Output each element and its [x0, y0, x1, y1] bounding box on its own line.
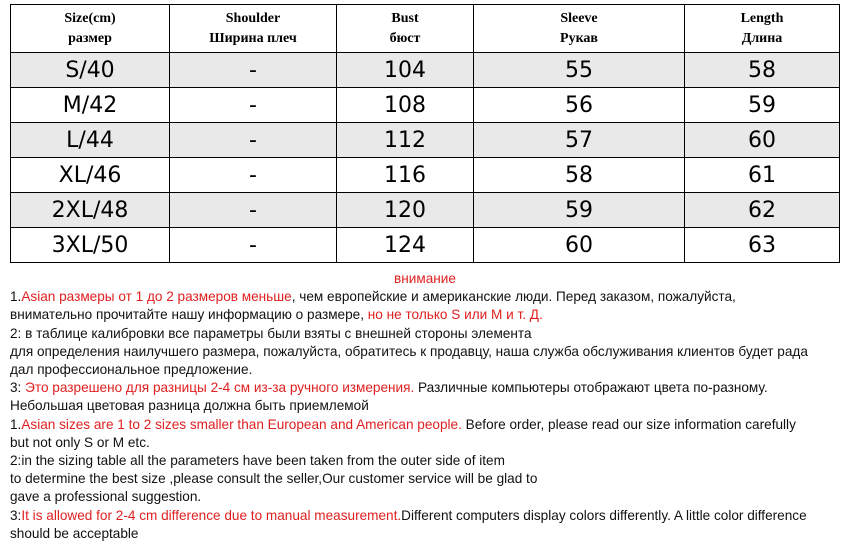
header-sleeve-ru: Рукав	[560, 30, 598, 46]
table-cell: -	[170, 88, 337, 123]
table-cell: 57	[474, 123, 685, 158]
table-cell: 116	[337, 158, 474, 193]
table-cell: 120	[337, 193, 474, 228]
header-sleeve	[474, 5, 685, 53]
table-cell: 55	[474, 53, 685, 88]
note-prefix: 1.	[10, 416, 22, 432]
table-cell: 59	[474, 193, 685, 228]
table-cell: -	[170, 123, 337, 158]
note-ru-3b: Небольшая цветовая разница должна быть приемлемой	[10, 398, 369, 414]
table-cell: 2XL/48	[11, 193, 170, 228]
notes-title: внимание	[394, 271, 456, 286]
note-highlight: Asian sizes are 1 to 2 sizes smaller than European and American people.	[21, 416, 462, 432]
table-cell: 56	[474, 88, 685, 123]
note-prefix: 3:	[10, 380, 26, 396]
header-size-ru: размер	[68, 30, 112, 46]
header-sleeve-en: Sleeve	[560, 10, 598, 26]
table-row	[11, 123, 840, 158]
note-en-2a: 2:in the sizing table all the parameters have been taken from the outer side of item	[10, 453, 505, 469]
table-cell: -	[170, 228, 337, 263]
header-length-en: Length	[740, 10, 784, 26]
table-cell: 124	[337, 228, 474, 263]
table-cell: 60	[685, 123, 840, 158]
table-cell: S/40	[11, 53, 170, 88]
table-cell: 63	[685, 228, 840, 263]
note-highlight: но не только S или M и т. Д.	[367, 307, 543, 323]
table-cell: 3XL/50	[11, 228, 170, 263]
header-bust	[337, 5, 474, 53]
table-row	[11, 193, 840, 228]
table-cell: 108	[337, 88, 474, 123]
table-cell: -	[170, 193, 337, 228]
note-ru-1b	[10, 306, 850, 324]
note-prefix: 1.	[10, 289, 22, 305]
note-en-3b: should be acceptable	[10, 525, 139, 541]
header-shoulder-en: Shoulder	[225, 10, 281, 26]
note-ru-3	[10, 379, 850, 397]
size-table	[10, 4, 840, 263]
note-text: Различные компьютеры отображают цвета по-разному.	[414, 380, 768, 396]
note-highlight: It is allowed for 2-4 cm difference due to manual measurement.	[21, 507, 402, 523]
note-en-1	[10, 416, 850, 434]
header-length	[685, 5, 840, 53]
note-ru-2b: для определения наилучшего размера, пожалуйста, обратитесь к продавцу, наша служба обслуживания клиентов будет рада	[10, 343, 808, 359]
table-cell: 112	[337, 123, 474, 158]
note-en-2b: to determine the best size ,please consult the seller,Our customer service will be glad to	[10, 471, 538, 487]
note-en-2c: gave a professional suggestion.	[10, 489, 202, 505]
table-cell: L/44	[11, 123, 170, 158]
table-cell: 62	[685, 193, 840, 228]
table-cell: 58	[685, 53, 840, 88]
table-cell: 61	[685, 158, 840, 193]
header-shoulder	[170, 5, 337, 53]
note-ru-2c: дал профессиональное предложение.	[10, 362, 253, 378]
header-length-ru: Длина	[741, 30, 783, 46]
note-ru-1	[10, 288, 850, 306]
note-text: Before order, please read our size information carefully	[461, 416, 796, 432]
header-bust-en: Bust	[391, 10, 419, 26]
table-cell: -	[170, 158, 337, 193]
notes-section	[10, 270, 850, 543]
note-ru-2a: 2: в таблице калибровки все параметры были взяты с внешней стороны элемента	[10, 325, 532, 341]
table-cell: 59	[685, 88, 840, 123]
table-cell: -	[170, 53, 337, 88]
table-row	[11, 158, 840, 193]
note-en-1b: but not only S or M etc.	[10, 434, 150, 450]
header-size-en: Size(cm)	[64, 10, 116, 26]
note-text: Different computers display colors differently. A little color difference	[401, 507, 807, 523]
table-row	[11, 53, 840, 88]
header-size	[11, 5, 170, 53]
note-en-3	[10, 507, 850, 525]
table-cell: M/42	[11, 88, 170, 123]
note-prefix: 3:	[10, 507, 22, 523]
table-row	[11, 88, 840, 123]
note-highlight: Это разрешено для разницы 2-4 см из-за ручного измерения.	[25, 380, 415, 396]
header-bust-ru: бюст	[389, 30, 421, 46]
header-shoulder-ru: Ширина плеч	[209, 30, 297, 46]
note-text: внимательно прочитайте нашу информацию о размере,	[10, 307, 368, 323]
table-cell: 104	[337, 53, 474, 88]
table-cell: 58	[474, 158, 685, 193]
note-highlight: Asian размеры от 1 до 2 размеров меньше	[21, 289, 292, 305]
note-text: , чем европейские и американские люди. Перед заказом, пожалуйста,	[291, 289, 736, 305]
table-row	[11, 228, 840, 263]
table-header-row	[11, 5, 840, 53]
table-cell: XL/46	[11, 158, 170, 193]
table-cell: 60	[474, 228, 685, 263]
